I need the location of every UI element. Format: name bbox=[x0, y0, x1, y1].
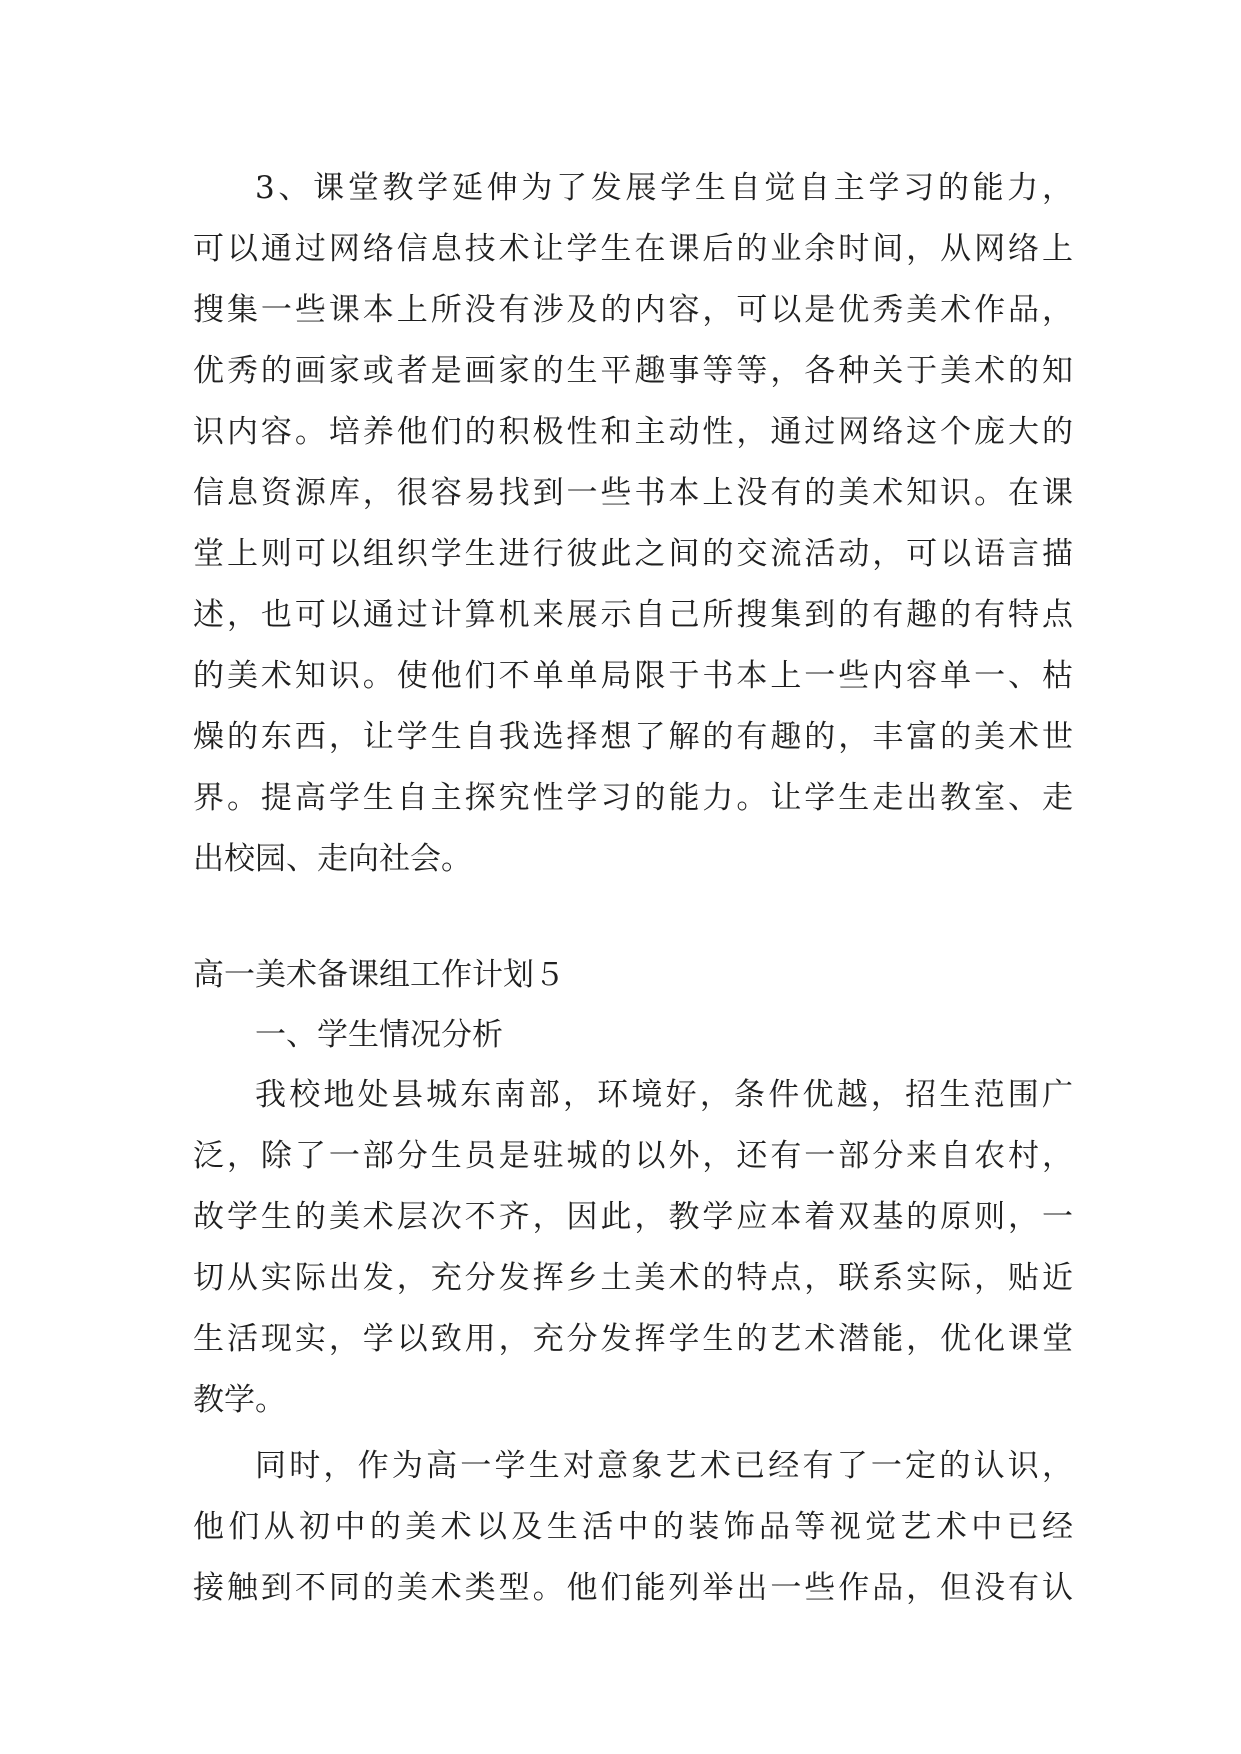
subheading: 一、学生情况分析 bbox=[255, 1017, 503, 1053]
paragraph-2-line-5: 生活现实，学以致用，充分发挥学生的艺术潜能，优化课堂 bbox=[193, 1321, 1073, 1357]
paragraph-1-line-12: 出校园、走向社会。 bbox=[193, 841, 472, 877]
paragraph-3-line-1: 同时，作为高一学生对意象艺术已经有了一定的认识， bbox=[255, 1448, 1073, 1484]
paragraph-1-line-9: 的美术知识。使他们不单单局限于书本上一些内容单一、枯 bbox=[193, 658, 1073, 694]
paragraph-1-line-8: 述，也可以通过计算机来展示自己所搜集到的有趣的有特点 bbox=[193, 597, 1073, 633]
paragraph-1-line-11: 界。提高学生自主探究性学习的能力。让学生走出教室、走 bbox=[193, 780, 1073, 816]
paragraph-3-line-2: 他们从初中的美术以及生活中的装饰品等视觉艺术中已经 bbox=[193, 1509, 1073, 1545]
paragraph-1-line-1: 3、课堂教学延伸为了发展学生自觉自主学习的能力， bbox=[255, 170, 1073, 206]
paragraph-2-line-3: 故学生的美术层次不齐，因此，教学应本着双基的原则，一 bbox=[193, 1199, 1073, 1235]
paragraph-1-line-4: 优秀的画家或者是画家的生平趣事等等，各种关于美术的知 bbox=[193, 353, 1073, 389]
paragraph-2-line-4: 切从实际出发，充分发挥乡土美术的特点，联系实际，贴近 bbox=[193, 1260, 1073, 1296]
paragraph-2-line-6: 教学。 bbox=[193, 1382, 286, 1418]
paragraph-1-line-5: 识内容。培养他们的积极性和主动性，通过网络这个庞大的 bbox=[193, 414, 1073, 450]
paragraph-1-line-7: 堂上则可以组织学生进行彼此之间的交流活动，可以语言描 bbox=[193, 536, 1073, 572]
paragraph-1-line-10: 燥的东西，让学生自我选择想了解的有趣的，丰富的美术世 bbox=[193, 719, 1073, 755]
section-title: 高一美术备课组工作计划５ bbox=[193, 957, 565, 993]
paragraph-1-line-6: 信息资源库，很容易找到一些书本上没有的美术知识。在课 bbox=[193, 475, 1073, 511]
paragraph-2-line-2: 泛，除了一部分生员是驻城的以外，还有一部分来自农村， bbox=[193, 1138, 1073, 1174]
paragraph-3-line-3: 接触到不同的美术类型。他们能列举出一些作品，但没有认 bbox=[193, 1570, 1073, 1606]
paragraph-1-line-2: 可以通过网络信息技术让学生在课后的业余时间，从网络上 bbox=[193, 231, 1073, 267]
paragraph-2-line-1: 我校地处县城东南部，环境好，条件优越，招生范围广 bbox=[255, 1077, 1073, 1113]
paragraph-1-line-3: 搜集一些课本上所没有涉及的内容，可以是优秀美术作品， bbox=[193, 292, 1073, 328]
